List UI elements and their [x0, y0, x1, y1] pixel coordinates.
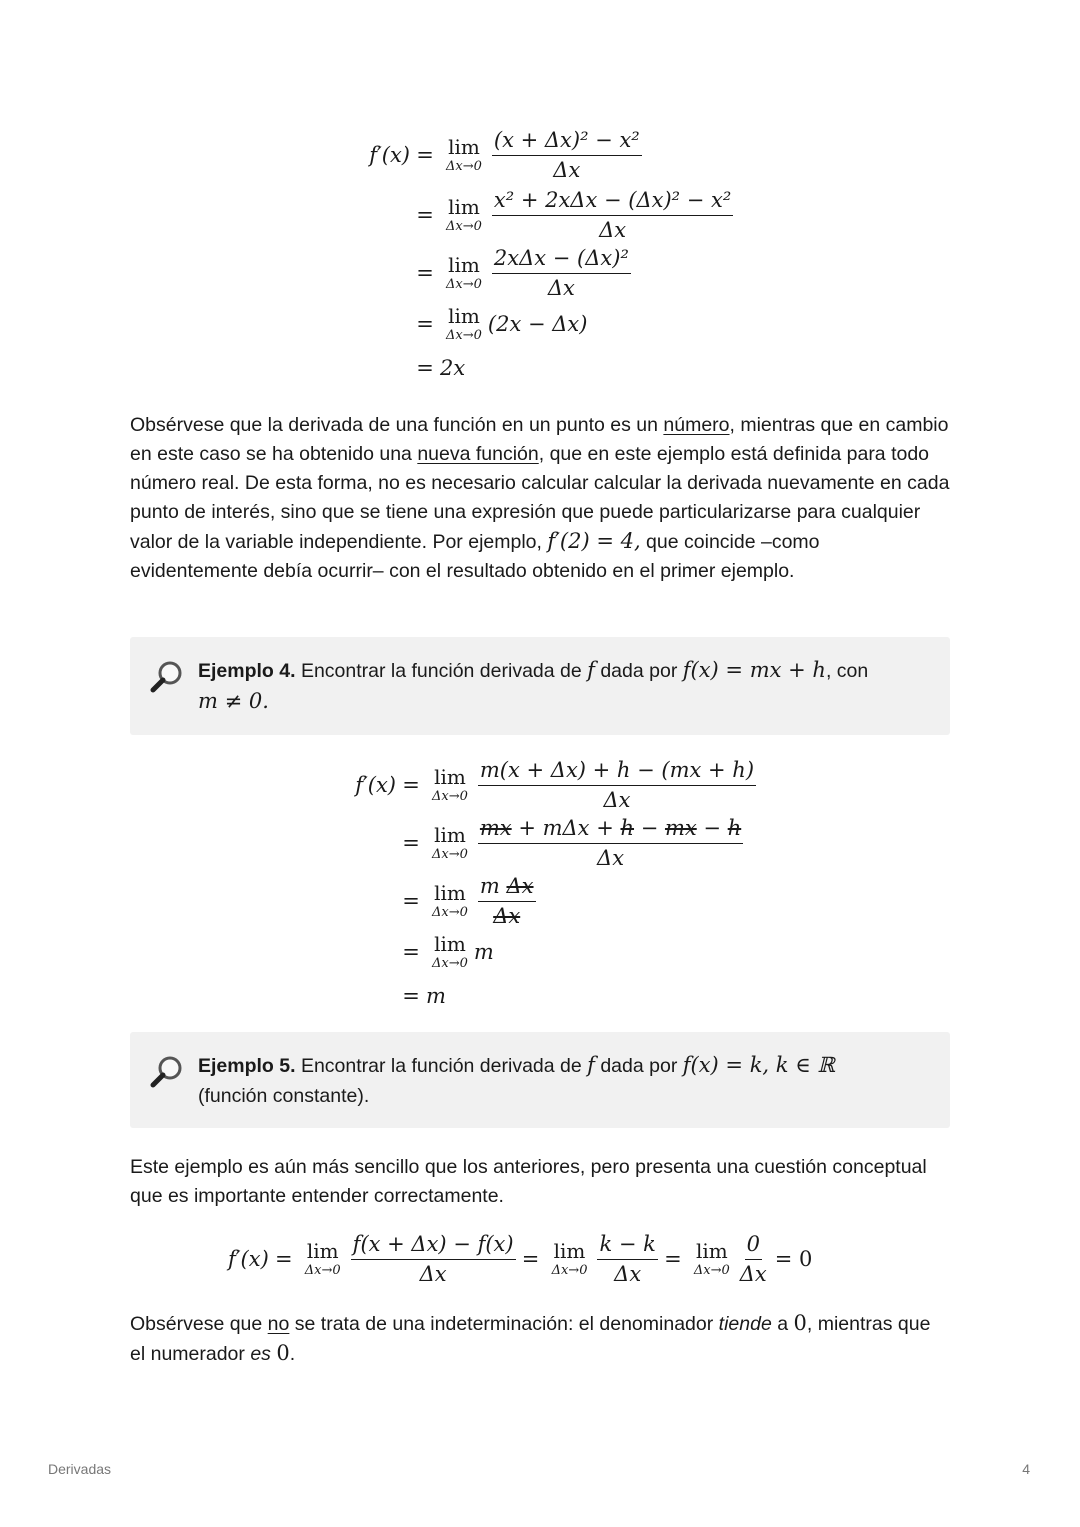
derivation-3 [228, 1230, 812, 1288]
magnifying-glass-icon [148, 1054, 184, 1090]
fraction-cancelled: $\frac{\text{mx + mΔx + h − mx − h}}{\Delta x}$ [479, 816, 742, 870]
limit: lim Δx→0 [432, 881, 468, 920]
derivation-1 [340, 124, 733, 390]
limit: lim Δx→0 [446, 304, 482, 343]
paragraph-not-indeterminate: Obsérvese que no se trata de una indeterminación: el denominador tiende a 0, mientras que el numerador es 0. [130, 1311, 931, 1365]
example-5-text: Ejemplo 5. Encontrar la función derivada de f dada por f(x) = k, k ∈ ℝ (función constante). [198, 1053, 835, 1107]
fraction: $\frac{\text{2xΔx − (Δx)²}}{\Delta x}$ [493, 246, 629, 300]
equals: = [416, 312, 434, 336]
expression: (2x − Δx) [487, 312, 588, 336]
result: 2x [440, 356, 466, 380]
equals: = [664, 1247, 682, 1271]
limit: lim Δx→0 [446, 135, 482, 174]
page-number: 4 [1022, 1461, 1030, 1477]
result: = 0 [774, 1247, 813, 1271]
limit: lim Δx→0 [693, 1239, 730, 1278]
limit: lim Δx→0 [446, 195, 482, 234]
fraction: $\frac{f(x + \Delta x) - f(x)}{\Delta x}$ [352, 1232, 514, 1286]
equals: = [416, 143, 434, 167]
equals: = [402, 984, 420, 1008]
fraction-cancelled: $\frac{\text{m Δx}}{\Delta x}$ [479, 874, 534, 928]
footer-title: Derivadas [48, 1461, 112, 1477]
lhs: f′(x) [355, 773, 396, 797]
result: m [426, 984, 446, 1008]
lhs: f′(x) [228, 1247, 269, 1271]
lhs: f′(x) [369, 143, 410, 167]
limit: lim Δx→0 [446, 253, 482, 292]
fraction: $\frac{k - k}{\Delta x}$ [599, 1232, 656, 1286]
equals: = [274, 1247, 293, 1271]
example-4-box [130, 637, 950, 735]
limit: lim Δx→0 [432, 765, 468, 804]
equals: = [402, 773, 420, 797]
fraction: $\frac{\text{x² + 2xΔx − (Δx)² − x²}}{\Delta x}$ [493, 188, 732, 242]
limit: lim Δx→0 [432, 932, 468, 971]
equals: = [402, 940, 420, 964]
fraction: $\frac{\text{(x + Δx)² − x²}}{\Delta x}$ [493, 128, 640, 182]
derivation-2 [326, 756, 756, 1018]
limit: lim Δx→0 [551, 1239, 588, 1278]
magnifying-glass-icon [148, 659, 184, 695]
limit: lim Δx→0 [304, 1239, 341, 1278]
equals: = [521, 1247, 540, 1271]
equals: = [402, 889, 420, 913]
equals: = [416, 261, 434, 285]
expression: m [473, 940, 494, 964]
example-4-text: Ejemplo 4. Encontrar la función derivada de f dada por f(x) = mx + h, con m ≠ 0. [198, 658, 869, 713]
fraction: $\frac{0}{\Delta x}$ [739, 1232, 767, 1286]
example-5-box [130, 1032, 950, 1128]
equals: = [416, 203, 434, 227]
equals: = [416, 356, 434, 380]
paragraph-constant-intro: Este ejemplo es aún más sencillo que los anteriores, pero presenta una cuestión conceptual que es importante entender correctamente. [130, 1156, 927, 1207]
limit: lim Δx→0 [432, 823, 468, 862]
fraction: $\frac{m(x + \Delta x) + h - (mx + h)}{\Delta x}$ [479, 758, 755, 812]
paragraph-derivative-function: Obsérvese que la derivada de una función en un punto es un número, mientras que en cambio en este caso se ha obtenido una nueva función, que en este ejemplo está definida para todo número real. De esta forma, no es necesario calcular calcular la derivada nuevamente en cada punto de interés, sino que se tiene una expresión que puede particularizarse para cualquier valor de la variable independiente. Por ejemplo, f′(2) = 4, que coincide –como evidentemente debía ocurrir– con el resultado obtenido en el primer ejemplo. [130, 414, 950, 582]
equals: = [402, 831, 420, 855]
